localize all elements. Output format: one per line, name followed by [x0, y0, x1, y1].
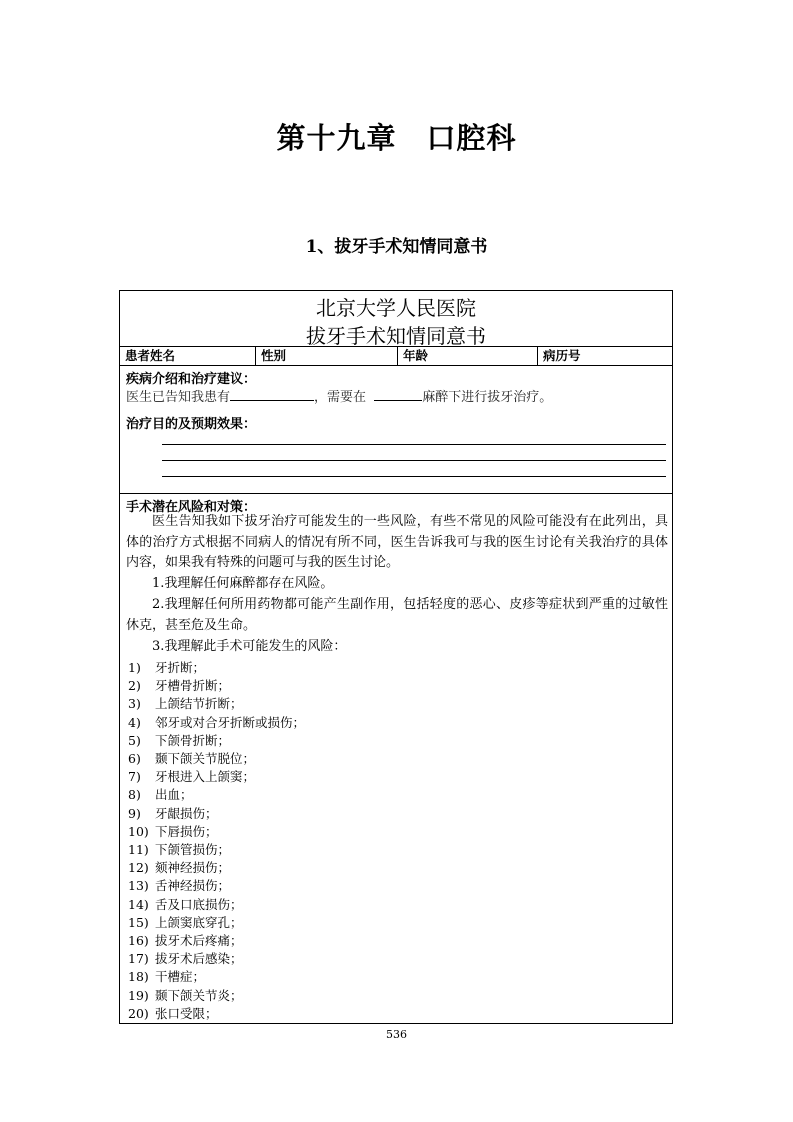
risk-number: 7) — [128, 769, 141, 785]
risk-item — [128, 823, 305, 841]
risk-item — [128, 695, 305, 713]
page-number: 536 — [386, 1028, 407, 1041]
goal-line[interactable] — [162, 444, 666, 445]
risk-number: 9) — [128, 805, 141, 821]
hospital-name: 北京大学人民医院 — [316, 296, 476, 320]
risk-item — [128, 659, 305, 677]
risk-text: 牙龈损伤； — [155, 805, 218, 821]
intro-part3: 麻醉下进行拔牙治疗。 — [422, 390, 553, 405]
risk-number: 1) — [128, 660, 141, 675]
goal-heading: 治疗目的及预期效果： — [126, 417, 257, 432]
section-title: 1、拔牙手术知情同意书 — [305, 237, 488, 257]
risk-number: 19) — [128, 987, 149, 1003]
risk-text: 邻牙或对合牙折断或损伤； — [155, 714, 306, 730]
risk-number: 16) — [128, 933, 149, 949]
risk-text: 舌及口底损伤； — [155, 896, 243, 912]
risk-item — [128, 1005, 305, 1023]
risk-number: 5) — [128, 732, 141, 748]
risk-item — [128, 987, 305, 1005]
risk-number: 15) — [128, 914, 149, 930]
point-1: 1.我理解任何麻醉都存在风险。 — [152, 576, 334, 591]
risk-item — [128, 859, 305, 877]
risk-item — [128, 786, 305, 804]
risk-item — [128, 968, 305, 986]
risk-text: 拔牙术后感染； — [155, 951, 243, 967]
risk-text: 牙折断； — [155, 660, 206, 675]
point-2: 2.我理解任何所用药物都可能产生副作用，包括轻度的恶心、皮疹等症状到严重的过敏性休克，甚至危及生命。 — [126, 597, 668, 633]
risk-text: 颞下颌关节炎； — [155, 987, 243, 1003]
risk-text: 上颌窦底穿孔； — [155, 914, 243, 930]
risk-text: 下颌管损伤； — [155, 842, 231, 858]
risk-number: 17) — [128, 951, 149, 967]
risk-item — [128, 914, 305, 932]
risk-item — [128, 750, 305, 768]
risk-item — [128, 896, 305, 914]
risk-text: 干槽症； — [155, 969, 206, 985]
risk-heading: 手术潜在风险和对策： — [126, 500, 257, 515]
risk-number: 4) — [128, 714, 141, 730]
risk-item — [128, 841, 305, 859]
intro-heading: 疾病介绍和治疗建议： — [126, 372, 257, 387]
risk-text: 颏神经损伤； — [155, 860, 231, 876]
intro-sentence — [126, 386, 552, 405]
field-patient-name[interactable]: 患者姓名 — [120, 347, 256, 365]
risk-list — [128, 659, 305, 1023]
field-gender[interactable]: 性别 — [256, 347, 398, 365]
risk-text: 牙根进入上颌窦； — [155, 769, 256, 785]
risk-item — [128, 768, 305, 786]
risk-item — [128, 677, 305, 695]
divider — [120, 493, 672, 494]
risk-number: 2) — [128, 678, 141, 694]
consent-form — [119, 290, 673, 1024]
risk-number: 13) — [128, 878, 149, 894]
goal-line[interactable] — [162, 460, 666, 461]
point-3: 3.我理解此手术可能发生的风险： — [152, 639, 347, 654]
anesthesia-blank[interactable] — [374, 388, 422, 401]
field-record-number[interactable]: 病历号 — [543, 348, 581, 363]
risk-text: 下颌骨折断； — [155, 732, 231, 748]
risk-item — [128, 877, 305, 895]
risk-text: 上颌结节折断； — [155, 696, 243, 712]
risk-number: 11) — [128, 842, 149, 858]
goal-line[interactable] — [162, 476, 666, 477]
risk-text: 颞下颌关节脱位； — [155, 751, 256, 767]
risk-text: 牙槽骨折断； — [155, 678, 231, 694]
risk-intro: 医生告知我如下拔牙治疗可能发生的一些风险，有些不常见的风险可能没有在此列出，具体的治疗方式根据不同病人的情况有所不同，医生告诉我可与我的医生讨论有关我治疗的具体内容，如果我有特殊的问题可与我的医生讨论。 — [126, 514, 668, 570]
risk-text: 下唇损伤； — [155, 823, 218, 839]
risk-item — [128, 805, 305, 823]
risk-number: 10) — [128, 823, 149, 839]
risk-number: 8) — [128, 787, 141, 803]
risk-item — [128, 714, 305, 732]
form-title: 拔牙手术知情同意书 — [306, 324, 486, 348]
risk-item — [128, 732, 305, 750]
diagnosis-blank[interactable] — [230, 388, 314, 401]
risk-number: 6) — [128, 751, 141, 767]
risk-item — [128, 950, 305, 968]
risk-number: 12) — [128, 860, 149, 876]
risk-number: 20) — [128, 1005, 149, 1021]
risk-text: 拔牙术后疼痛； — [155, 933, 243, 949]
chapter-title: 第十九章 口腔科 — [276, 121, 517, 155]
risk-number: 3) — [128, 696, 141, 712]
intro-part1: 医生已告知我患有 — [126, 390, 231, 405]
patient-info-row — [120, 346, 672, 366]
risk-text: 出血； — [155, 787, 193, 803]
risk-text: 舌神经损伤； — [155, 878, 231, 894]
risk-text: 张口受限； — [155, 1005, 218, 1021]
risk-number: 18) — [128, 969, 149, 985]
risk-item — [128, 932, 305, 950]
risk-number: 14) — [128, 896, 149, 912]
intro-part2: ，需要在 — [314, 390, 367, 405]
field-age[interactable]: 年龄 — [398, 347, 538, 365]
